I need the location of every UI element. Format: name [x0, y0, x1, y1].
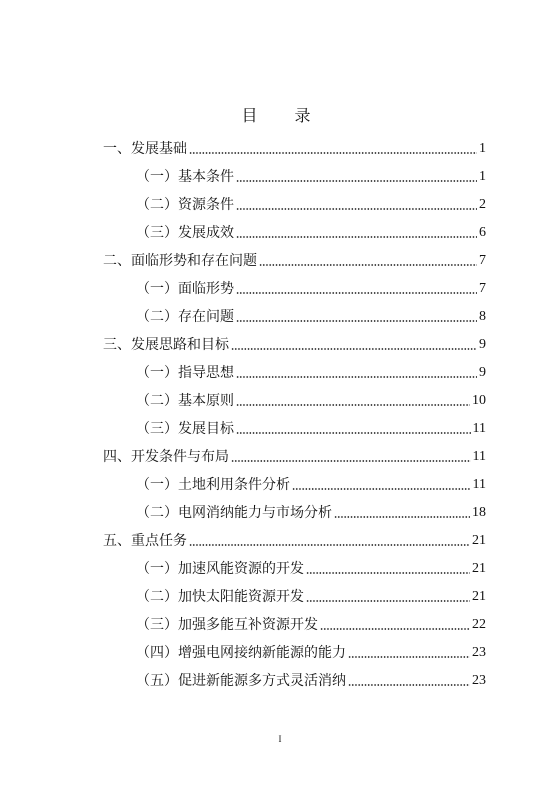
- dot-leader: [236, 432, 471, 434]
- toc-entry-label: （三）加强多能互补资源开发: [136, 617, 318, 633]
- toc-entry-page: 6: [479, 225, 486, 240]
- toc-entry-14[interactable]: [136, 500, 486, 522]
- toc-entry-page: 21: [472, 533, 486, 548]
- toc-entry-16[interactable]: [136, 556, 486, 578]
- toc-entry-page: 11: [472, 449, 486, 464]
- toc-entry-label: 四、开发条件与布局: [103, 449, 229, 465]
- toc-entry-page: 21: [472, 561, 486, 576]
- toc-entry-page: 11: [472, 477, 486, 492]
- toc-entry-label: （一）基本条件: [136, 169, 234, 185]
- page-number-footer: I: [278, 734, 282, 744]
- dot-leader: [231, 460, 471, 462]
- dot-leader: [320, 628, 470, 630]
- toc-entry-page: 7: [479, 281, 486, 296]
- toc-entry-label: 五、重点任务: [103, 533, 187, 549]
- toc-entry-label: （一）指导思想: [136, 365, 234, 381]
- toc-entry-page: 1: [479, 141, 486, 156]
- dot-leader: [348, 656, 470, 658]
- toc-entry-page: 7: [479, 253, 486, 268]
- toc-entry-15[interactable]: [103, 528, 486, 550]
- dot-leader: [306, 600, 470, 602]
- dot-leader: [236, 180, 477, 182]
- toc-entry-page: 9: [479, 337, 486, 352]
- toc-entry-2[interactable]: [136, 164, 486, 186]
- toc-entry-label: （一）面临形势: [136, 281, 234, 297]
- toc-entry-page: 1: [479, 169, 486, 184]
- toc-entry-10[interactable]: [136, 388, 486, 410]
- toc-entry-1[interactable]: [103, 136, 486, 158]
- dot-leader: [236, 236, 477, 238]
- toc-entry-7[interactable]: [136, 304, 486, 326]
- dot-leader: [189, 544, 470, 546]
- toc-entry-label: （二）基本原则: [136, 393, 234, 409]
- toc-entry-page: 10: [472, 393, 486, 408]
- dot-leader: [231, 348, 477, 350]
- toc-entry-page: 2: [479, 197, 486, 212]
- toc-entry-6[interactable]: [136, 276, 486, 298]
- dot-leader: [348, 684, 470, 686]
- toc-entry-label: 三、发展思路和目标: [103, 337, 229, 353]
- dot-leader: [236, 376, 477, 378]
- toc-entry-page: 23: [472, 645, 486, 660]
- dot-leader: [236, 292, 477, 294]
- toc-entry-5[interactable]: [103, 248, 486, 270]
- dot-leader: [236, 208, 477, 210]
- dot-leader: [292, 488, 471, 490]
- toc-entry-12[interactable]: [103, 444, 486, 466]
- toc-title: 目 录: [241, 106, 327, 125]
- toc-entry-label: （一）加速风能资源的开发: [136, 561, 304, 577]
- toc-entry-label: （五）促进新能源多方式灵活消纳: [136, 673, 346, 689]
- toc-entry-label: 一、发展基础: [103, 141, 187, 157]
- toc-entry-19[interactable]: [136, 640, 486, 662]
- toc-entry-page: 22: [472, 617, 486, 632]
- dot-leader: [236, 320, 477, 322]
- toc-entry-label: （一）土地利用条件分析: [136, 477, 290, 493]
- toc-entry-label: （二）电网消纳能力与市场分析: [136, 505, 332, 521]
- toc-entry-8[interactable]: [103, 332, 486, 354]
- dot-leader: [306, 572, 470, 574]
- dot-leader: [189, 152, 477, 154]
- toc-entry-page: 9: [479, 365, 486, 380]
- toc-entry-label: （三）发展成效: [136, 225, 234, 241]
- toc-entry-20[interactable]: [136, 668, 486, 690]
- dot-leader: [236, 404, 470, 406]
- toc-entry-label: 二、面临形势和存在问题: [103, 253, 257, 269]
- toc-entry-11[interactable]: [136, 416, 486, 438]
- toc-entry-9[interactable]: [136, 360, 486, 382]
- toc-entry-label: （二）存在问题: [136, 309, 234, 325]
- toc-entry-label: （二）资源条件: [136, 197, 234, 213]
- toc-entry-4[interactable]: [136, 220, 486, 242]
- dot-leader: [334, 516, 470, 518]
- toc-entry-label: （四）增强电网接纳新能源的能力: [136, 645, 346, 661]
- dot-leader: [259, 264, 477, 266]
- toc-entry-page: 18: [472, 505, 486, 520]
- toc-entry-18[interactable]: [136, 612, 486, 634]
- toc-entry-label: （三）发展目标: [136, 421, 234, 437]
- toc-entry-13[interactable]: [136, 472, 486, 494]
- toc-entry-page: 21: [472, 589, 486, 604]
- toc-entry-17[interactable]: [136, 584, 486, 606]
- toc-entry-page: 23: [472, 673, 486, 688]
- toc-entry-page: 11: [472, 421, 486, 436]
- toc-entry-label: （二）加快太阳能资源开发: [136, 589, 304, 605]
- toc-entry-3[interactable]: [136, 192, 486, 214]
- toc-entry-page: 8: [479, 309, 486, 324]
